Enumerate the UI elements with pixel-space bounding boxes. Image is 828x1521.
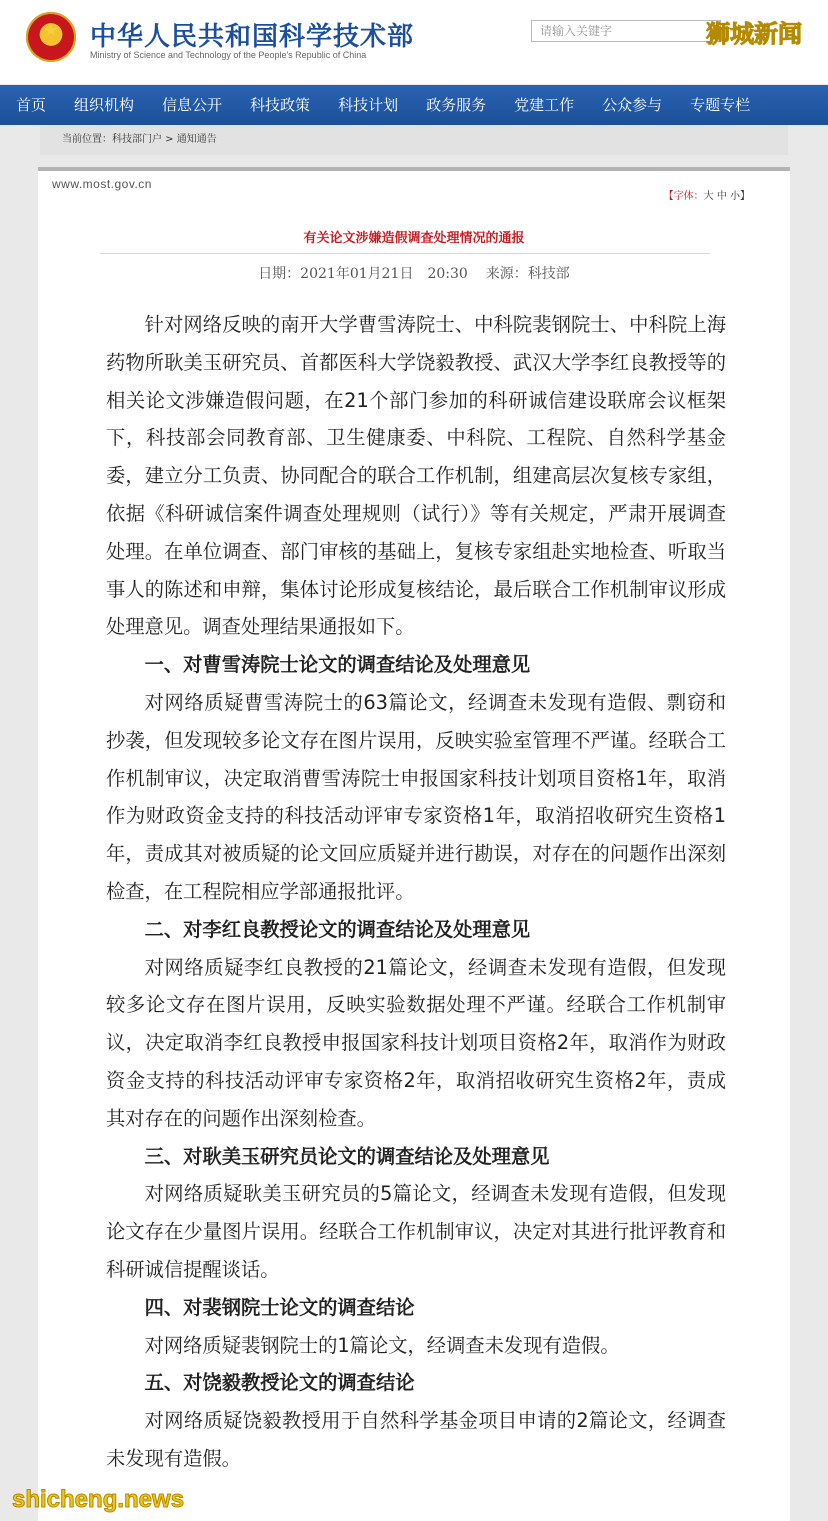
article-title: 有关论文涉嫌造假调查处理情况的通报 xyxy=(303,231,525,246)
section-text: 对网络质疑耿美玉研究员的5篇论文，经调查未发现有造假，但发现论文存在少量图片误用。经联合工作机制审议，决定对其进行批评教育和科研诚信提醒谈话。 xyxy=(106,1182,726,1281)
watermark-logo: 狮城新闻 xyxy=(706,20,802,48)
section-heading: 二、对李红良教授论文的调查结论及处理意见 xyxy=(144,917,531,941)
site-domain: www.most.gov.cn xyxy=(52,177,152,191)
section-text: 对网络质疑李红良教授的21篇论文，经调查未发现有造假，但发现较多论文存在图片误用，反映实验数据处理不严谨。经联合工作机制审议，决定取消李红良教授申报国家科技计划项目资格2年，取消作为财政资金支持的科技活动评审专家资格2年，取消招收研究生资格2年，责成其对存在的问题作出深刻检查。 xyxy=(106,955,726,1130)
nav-item-organization[interactable]: 组织机构 xyxy=(74,96,135,114)
nav-item-party[interactable]: 党建工作 xyxy=(514,96,575,114)
font-size-control[interactable] xyxy=(664,187,750,202)
search-input[interactable]: 请输入关键字 xyxy=(531,20,721,42)
section-heading: 一、对曹雪涛院士论文的调查结论及处理意见 xyxy=(144,653,531,677)
site-subtitle: Ministry of Science and Technology of the People's Republic of China xyxy=(90,50,367,60)
breadcrumb[interactable]: 当前位置：科技部门户 > 通知通告 xyxy=(40,125,788,155)
section-text: 对网络质疑饶毅教授用于自然科学基金项目申请的2篇论文，经调查未发现有造假。 xyxy=(106,1409,726,1470)
article-source: 来源：科技部 xyxy=(485,266,570,282)
section-text: 对网络质疑曹雪涛院士的63篇论文，经调查未发现有造假、剽窃和抄袭，但发现较多论文存在图片误用，反映实验室管理不严谨。经联合工作机制审议，决定取消曹雪涛院士申报国家科技计划项目资格1年，取消作为财政资金支持的科技活动评审专家资格1年，取消招收研究生资格1年，责成其对被质疑的论文回应质疑并进行勘误，对存在的问题作出深刻检查，在工程院相应学部通报批评。 xyxy=(106,690,726,903)
watermark-text: shicheng.news xyxy=(12,1486,185,1513)
article-date: 日期：2021年01月21日 20:30 xyxy=(258,266,468,282)
article-body xyxy=(106,306,726,1478)
section-heading: 三、对耿美玉研究员论文的调查结论及处理意见 xyxy=(144,1144,550,1168)
nav-item-info-disclosure[interactable]: 信息公开 xyxy=(162,96,223,114)
article-meta xyxy=(38,263,790,283)
font-size-label: 【字体： xyxy=(663,191,704,202)
nav-item-public[interactable]: 公众参与 xyxy=(602,96,663,114)
section-heading: 五、对饶毅教授论文的调查结论 xyxy=(144,1371,415,1395)
title-divider xyxy=(100,253,710,254)
main-nav xyxy=(0,85,828,125)
nav-item-topics[interactable]: 专题专栏 xyxy=(690,96,751,114)
site-header xyxy=(0,0,828,84)
nav-item-home[interactable]: 首页 xyxy=(16,96,47,114)
site-title[interactable]: 中华人民共和国科学技术部 xyxy=(90,22,415,52)
nav-item-services[interactable]: 政务服务 xyxy=(426,96,487,114)
section-text: 对网络质疑裴钢院士的1篇论文，经调查未发现有造假。 xyxy=(144,1333,620,1357)
font-size-options[interactable]: 大 中 小】 xyxy=(703,191,750,202)
nav-item-policy[interactable]: 科技政策 xyxy=(250,96,311,114)
nav-item-programs[interactable]: 科技计划 xyxy=(338,96,399,114)
article-page xyxy=(38,167,790,1521)
national-emblem-icon: ★ xyxy=(26,12,76,62)
article-intro: 针对网络反映的南开大学曹雪涛院士、中科院裴钢院士、中科院上海药物所耿美玉研究员、首都医科大学饶毅教授、武汉大学李红良教授等的相关论文涉嫌造假问题，在21个部门参加的科研诚信建设联席会议框架下，科技部会同教育部、卫生健康委、中科院、工程院、自然科学基金委，建立分工负责、协同配合的联合工作机制，组建高层次复核专家组，依据《科研诚信案件调查处理规则（试行）》等有关规定，严肃开展调查处理。在单位调查、部门审核的基础上，复核专家组赴实地检查、听取当事人的陈述和申辩，集体讨论形成复核结论，最后联合工作机制审议形成处理意见。调查处理结果通报如下。 xyxy=(106,313,726,639)
section-heading: 四、对裴钢院士论文的调查结论 xyxy=(144,1295,415,1319)
